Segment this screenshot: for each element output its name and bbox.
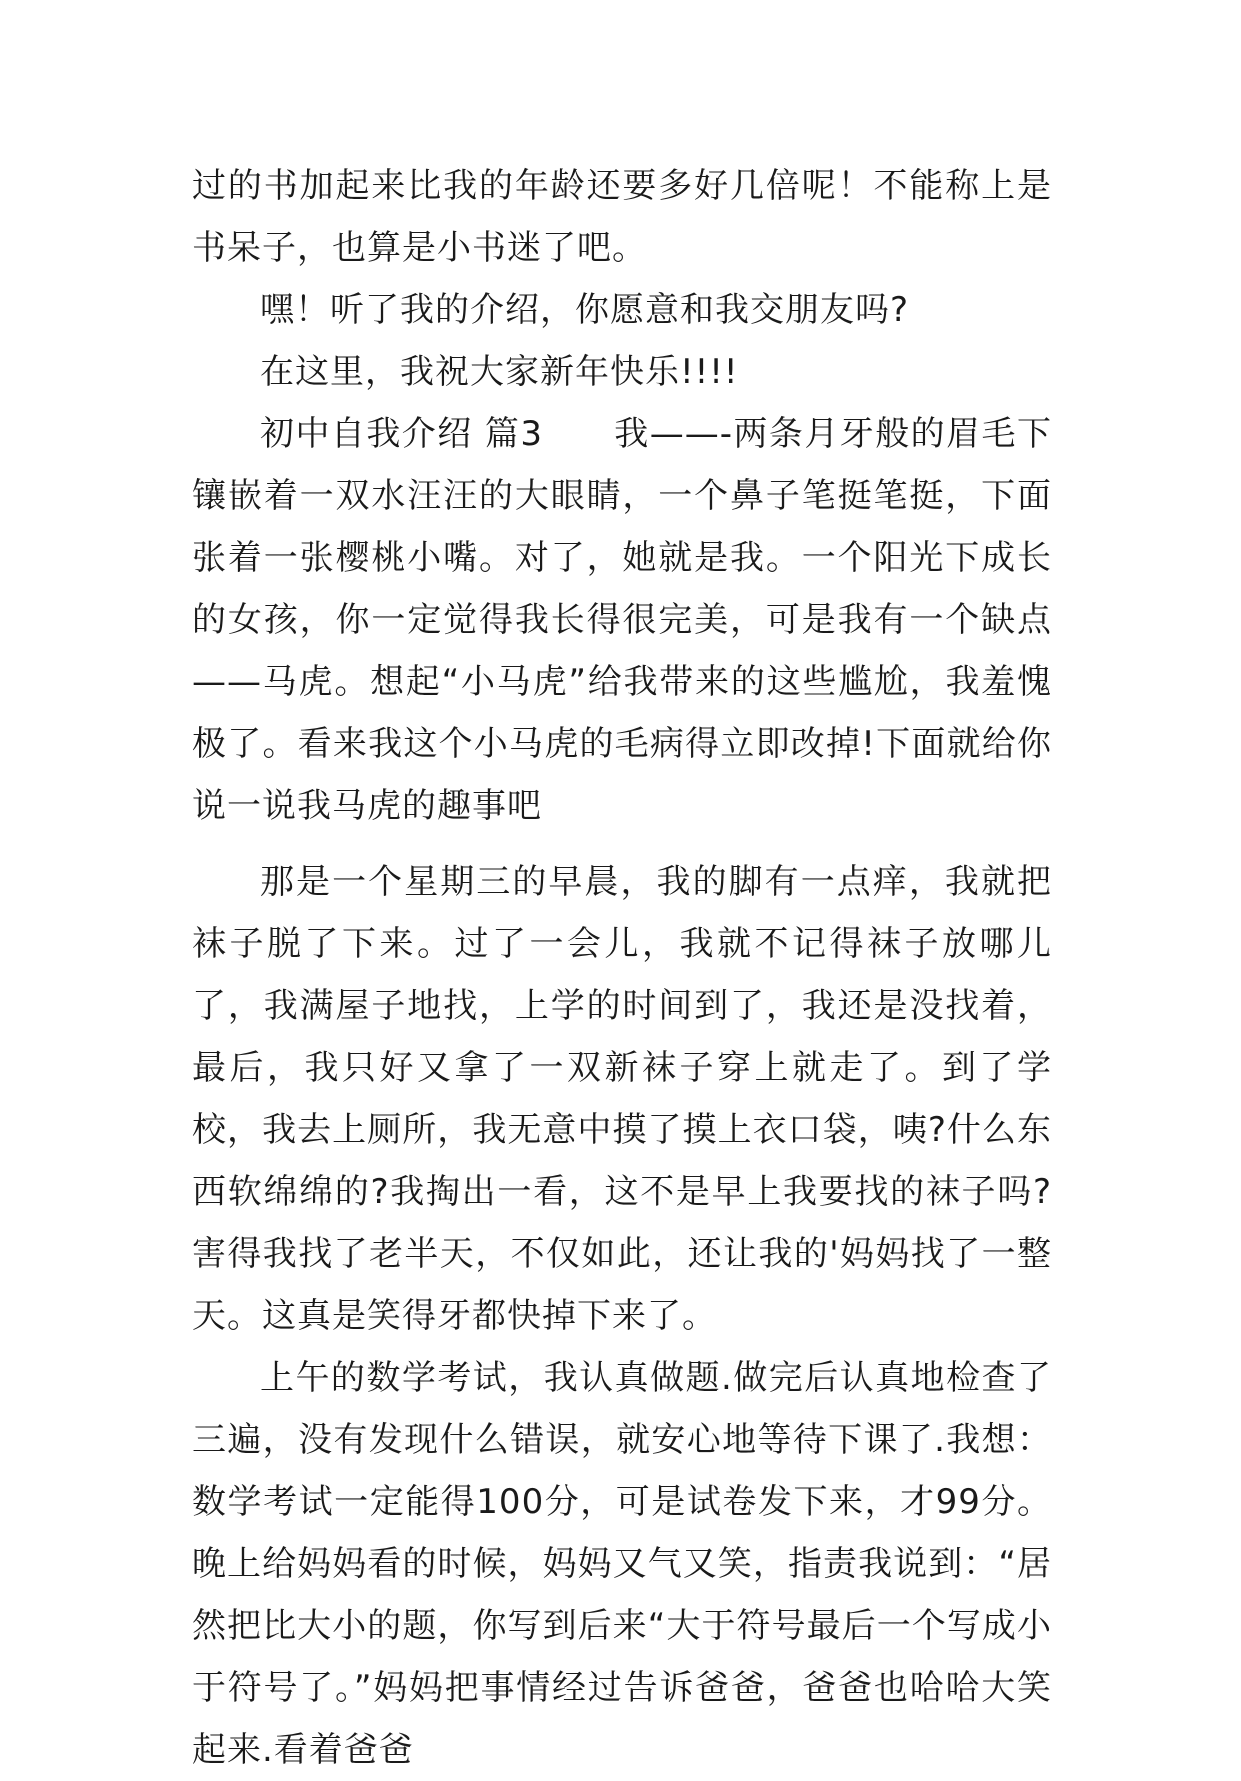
document-page xyxy=(192,155,1052,1781)
paragraph-math-exam: 上午的数学考试，我认真做题.做完后认真地检查了三遍，没有发现什么错误，就安心地等待下课了.我想：数学考试一定能得100分，可是试卷发下来，才99分。晚上给妈妈看的时候，妈妈又气又笑，指责我说到：“居然把比大小的题，你写到后来“大于符号最后一个写成小于符号了。”妈妈把事情经过告诉爸爸，爸爸也哈哈大笑起来.看着爸爸 xyxy=(192,1358,1052,1770)
paragraph-section-3-intro: 初中自我介绍 篇3 我——-两条月牙般的眉毛下镶嵌着一双水汪汪的大眼睛，一个鼻子笔挺笔挺，下面张着一张樱桃小嘴。对了，她就是我。一个阳光下成长的女孩，你一定觉得我长得很完美，可是我有一个缺点——马虎。想起“小马虎”给我带来的这些尴尬，我羞愧极了。看来我这个小马虎的毛病得立即改掉!下面就给你说一说我马虎的趣事吧 xyxy=(192,414,1052,826)
paragraph-continuation: 过的书加起来比我的年龄还要多好几倍呢！不能称上是书呆子，也算是小书迷了吧。 xyxy=(192,166,1052,268)
paragraph-question: 嘿！听了我的介绍，你愿意和我交朋友吗? xyxy=(260,290,910,330)
paragraph-socks-story: 那是一个星期三的早晨，我的脚有一点痒，我就把袜子脱了下来。过了一会儿，我就不记得袜子放哪儿了，我满屋子地找，上学的时间到了，我还是没找着，最后，我只好又拿了一双新袜子穿上就走了。到了学校，我去上厕所，我无意中摸了摸上衣口袋，咦?什么东西软绵绵的?我掏出一看，这不是早上我要找的袜子吗?害得我找了老半天，不仅如此，还让我的'妈妈找了一整天。这真是笑得牙都快掉下来了。 xyxy=(192,862,1052,1336)
paragraph-greeting: 在这里，我祝大家新年快乐!!!! xyxy=(260,352,739,392)
